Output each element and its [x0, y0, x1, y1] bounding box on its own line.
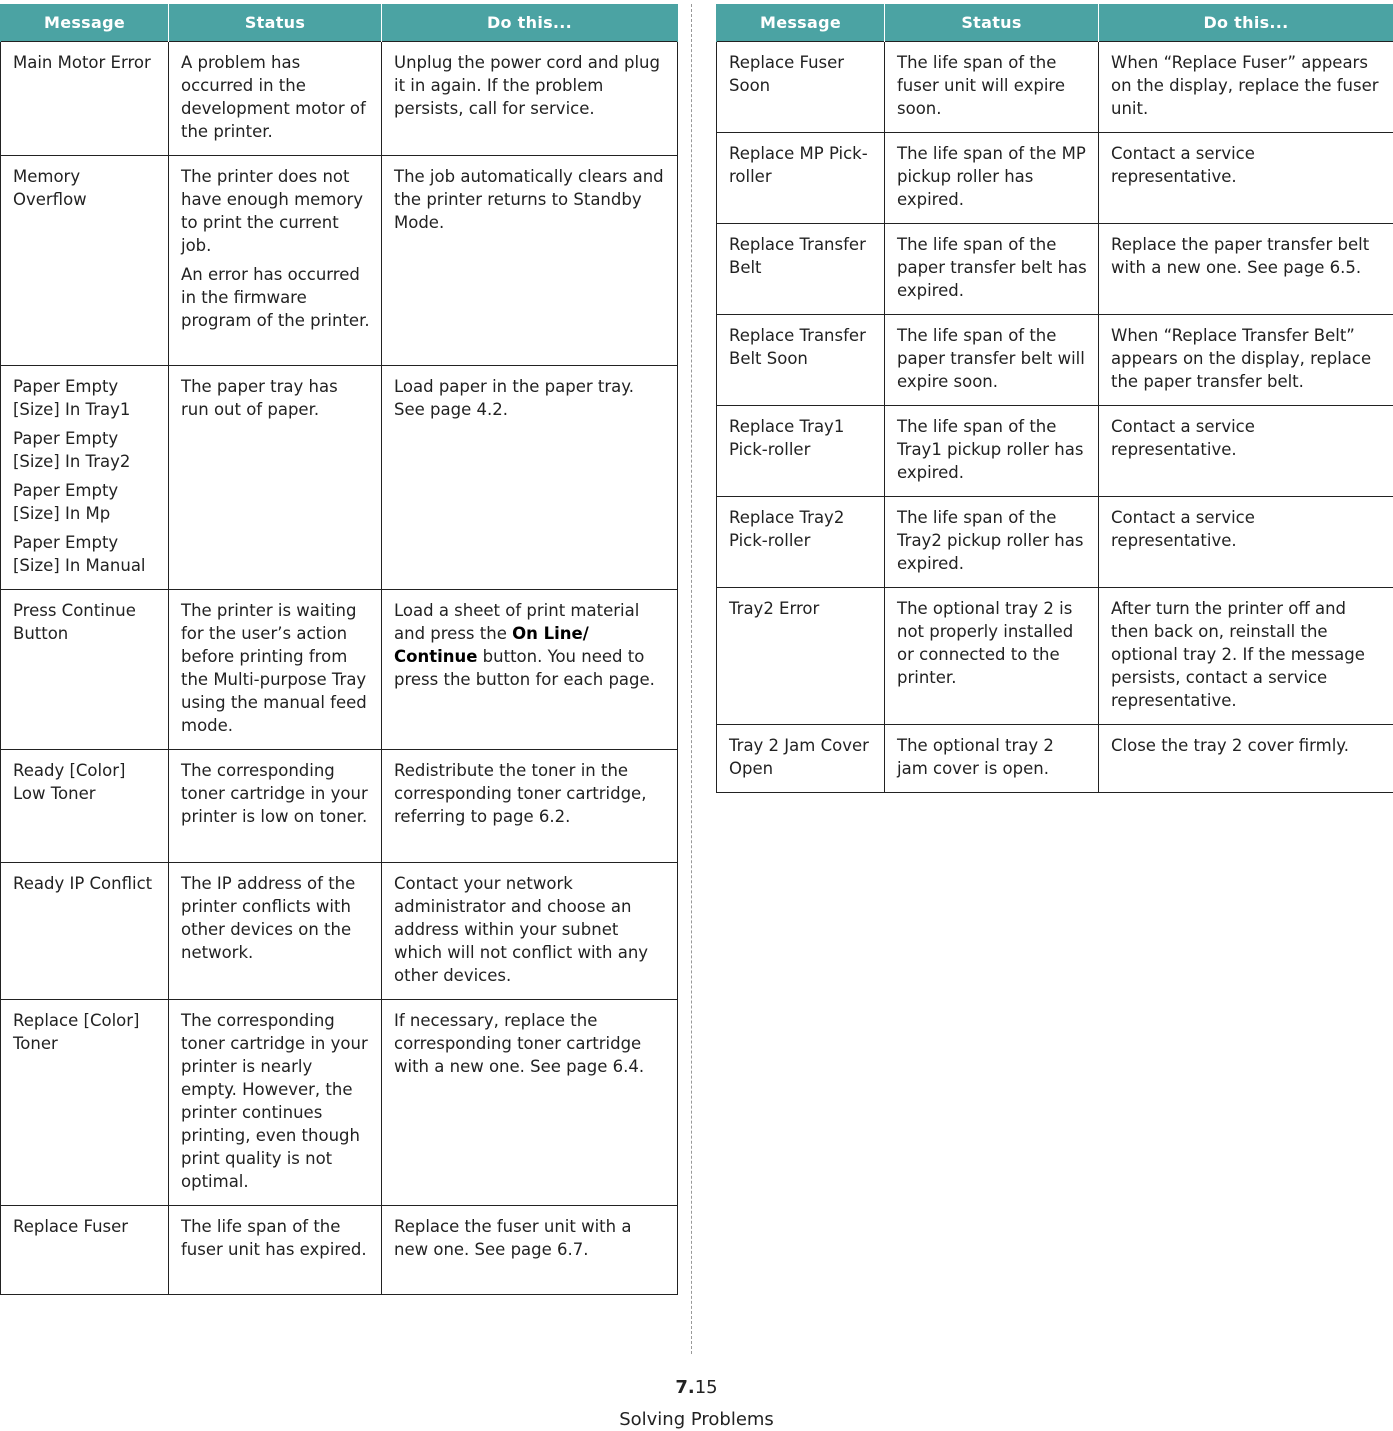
action-cell [1099, 133, 1393, 224]
cell-paragraph: Load paper in the paper tray. See page 4.2. [394, 377, 634, 419]
message-cell [717, 133, 885, 224]
table-row [1, 1206, 678, 1295]
status-cell [885, 42, 1099, 133]
message-cell [1, 366, 169, 590]
action-cell [382, 863, 678, 1000]
cell-paragraph: Close the tray 2 cover firmly. [1111, 736, 1349, 755]
action-cell [1099, 224, 1393, 315]
header-message: Message [717, 4, 885, 42]
cell-paragraph: Ready IP Conflict [13, 874, 153, 893]
status-cell [885, 224, 1099, 315]
table-row [1, 1000, 678, 1206]
table-row [1, 366, 678, 590]
cell-paragraph: Redistribute the toner in the corresponding toner cartridge, referring to page 6.2. [394, 761, 647, 826]
cell-paragraph: Contact your network administrator and choose an address within your subnet which will not conflict with any other devices. [394, 874, 649, 985]
cell-paragraph: Memory Overflow [13, 167, 87, 209]
action-cell [1099, 497, 1393, 588]
status-cell [885, 497, 1099, 588]
status-cell [169, 590, 382, 750]
cell-paragraph: Ready [Color] Low Toner [13, 761, 126, 803]
cell-paragraph: Replace Tray1 Pick-roller [729, 417, 845, 459]
status-cell [885, 315, 1099, 406]
status-cell [885, 133, 1099, 224]
table-row [717, 725, 1393, 793]
column-divider [691, 4, 692, 1354]
cell-paragraph: An error has occurred in the firmware program of the printer. [181, 265, 370, 330]
action-text: Load a sheet of print material and press the [394, 601, 640, 643]
message-cell [1, 750, 169, 863]
cell-paragraph: Paper Empty [Size] In Tray2 [13, 429, 131, 471]
cell-paragraph: The IP address of the printer conflicts with other devices on the network. [181, 874, 356, 962]
cell-paragraph: The optional tray 2 is not properly installed or connected to the printer. [897, 599, 1074, 687]
cell-paragraph: Main Motor Error [13, 53, 151, 72]
left-message-table-column [0, 4, 677, 1295]
cell-paragraph: The life span of the MP pickup roller has expired. [897, 144, 1086, 209]
cell-paragraph: Contact a service representative. [1111, 144, 1255, 186]
status-cell [169, 863, 382, 1000]
header-do-this: Do this... [382, 4, 678, 42]
action-cell [1099, 406, 1393, 497]
cell-paragraph: The optional tray 2 jam cover is open. [897, 736, 1054, 778]
cell-paragraph: The life span of the fuser unit will expire soon. [897, 53, 1066, 118]
section-title: Solving Problems [619, 1409, 774, 1430]
cell-paragraph: The job automatically clears and the printer returns to Standby Mode. [394, 167, 664, 232]
table-row [1, 863, 678, 1000]
page-number [0, 1377, 1393, 1398]
message-cell [1, 1206, 169, 1295]
message-cell [1, 1000, 169, 1206]
message-cell [1, 42, 169, 156]
cell-paragraph: The life span of the Tray1 pickup roller has expired. [897, 417, 1084, 482]
table-row [1, 42, 678, 156]
action-cell [382, 750, 678, 863]
header-do-this: Do this... [1099, 4, 1393, 42]
action-cell [382, 1206, 678, 1295]
table-row [1, 590, 678, 750]
status-cell [169, 156, 382, 366]
cell-paragraph: After turn the printer off and then back on, reinstall the optional tray 2. If the message persists, contact a service representative. [1111, 599, 1365, 710]
cell-paragraph: The printer does not have enough memory to print the current job. [181, 167, 364, 255]
header-status: Status [169, 4, 382, 42]
table-row [717, 224, 1393, 315]
cell-paragraph: The paper tray has run out of paper. [181, 377, 338, 419]
page-index: 15 [694, 1377, 718, 1398]
message-cell [717, 42, 885, 133]
table-row [717, 406, 1393, 497]
message-cell [1, 590, 169, 750]
header-status: Status [885, 4, 1099, 42]
status-cell [885, 588, 1099, 725]
cell-paragraph: If necessary, replace the corresponding toner cartridge with a new one. See page 6.4. [394, 1011, 645, 1076]
cell-paragraph: Unplug the power cord and plug it in again. If the problem persists, call for service. [394, 53, 660, 118]
action-cell [382, 590, 678, 750]
right-message-table-column [716, 4, 1393, 793]
cell-paragraph: Replace MP Pick-roller [729, 144, 868, 186]
status-cell [169, 42, 382, 156]
table-row [1, 750, 678, 863]
cell-paragraph: Replace [Color] Toner [13, 1011, 140, 1053]
action-cell [1099, 588, 1393, 725]
cell-paragraph: Press Continue Button [13, 601, 136, 643]
header-message: Message [1, 4, 169, 42]
right-message-table [716, 4, 1393, 793]
action-cell [1099, 725, 1393, 793]
cell-paragraph: Replace Tray2 Pick-roller [729, 508, 845, 550]
cell-paragraph: Tray 2 Jam Cover Open [729, 736, 869, 778]
message-cell [717, 315, 885, 406]
table-header-row [1, 4, 678, 42]
cell-paragraph: Replace Fuser [13, 1217, 129, 1236]
table-row [717, 315, 1393, 406]
message-cell [1, 156, 169, 366]
status-cell [169, 1000, 382, 1206]
left-message-table [0, 4, 678, 1295]
page-chapter: 7. [675, 1377, 695, 1398]
cell-paragraph: Replace the paper transfer belt with a new one. See page 6.5. [1111, 235, 1370, 277]
cell-paragraph: The corresponding toner cartridge in your printer is nearly empty. However, the printer continues printing, even though print quality is not optimal. [181, 1011, 368, 1191]
cell-paragraph: Paper Empty [Size] In Mp [13, 481, 119, 523]
cell-paragraph: Replace Transfer Belt [729, 235, 866, 277]
cell-paragraph: Contact a service representative. [1111, 417, 1255, 459]
status-cell [885, 406, 1099, 497]
cell-paragraph: Replace Transfer Belt Soon [729, 326, 866, 368]
message-cell [717, 725, 885, 793]
cell-paragraph [394, 599, 666, 691]
cell-paragraph: The life span of the Tray2 pickup roller has expired. [897, 508, 1084, 573]
table-row [717, 497, 1393, 588]
cell-paragraph: Replace the fuser unit with a new one. See page 6.7. [394, 1217, 632, 1259]
table-header-row [717, 4, 1393, 42]
cell-paragraph: The life span of the paper transfer belt has expired. [897, 235, 1087, 300]
table-row [1, 156, 678, 366]
action-cell [382, 1000, 678, 1206]
cell-paragraph: A problem has occurred in the development motor of the printer. [181, 53, 366, 141]
cell-paragraph: Replace Fuser Soon [729, 53, 845, 95]
table-row [717, 588, 1393, 725]
cell-paragraph: The printer is waiting for the user’s action before printing from the Multi-purpose Tray using the manual feed mode. [181, 601, 367, 735]
action-cell [382, 366, 678, 590]
table-row [717, 42, 1393, 133]
cell-paragraph: The life span of the fuser unit has expired. [181, 1217, 367, 1259]
message-cell [717, 224, 885, 315]
cell-paragraph: The life span of the paper transfer belt will expire soon. [897, 326, 1085, 391]
cell-paragraph: Paper Empty [Size] In Tray1 [13, 377, 131, 419]
cell-paragraph: The corresponding toner cartridge in your printer is low on toner. [181, 761, 368, 826]
message-cell [717, 406, 885, 497]
status-cell [169, 750, 382, 863]
status-cell [169, 366, 382, 590]
table-row [717, 133, 1393, 224]
action-cell [1099, 315, 1393, 406]
cell-paragraph: Contact a service representative. [1111, 508, 1255, 550]
action-text: button. You need to press the button for each page. [394, 647, 655, 689]
message-cell [717, 588, 885, 725]
cell-paragraph: When “Replace Fuser” appears on the display, replace the fuser unit. [1111, 53, 1379, 118]
action-cell [382, 156, 678, 366]
cell-paragraph: Paper Empty [Size] In Manual [13, 533, 146, 575]
message-cell [717, 497, 885, 588]
status-cell [885, 725, 1099, 793]
action-cell [1099, 42, 1393, 133]
cell-paragraph: When “Replace Transfer Belt” appears on the display, replace the paper transfer belt. [1111, 326, 1372, 391]
action-cell [382, 42, 678, 156]
status-cell [169, 1206, 382, 1295]
message-cell [1, 863, 169, 1000]
button-name-emphasis: On Line/ Continue [394, 624, 589, 666]
cell-paragraph: Tray2 Error [729, 599, 820, 618]
